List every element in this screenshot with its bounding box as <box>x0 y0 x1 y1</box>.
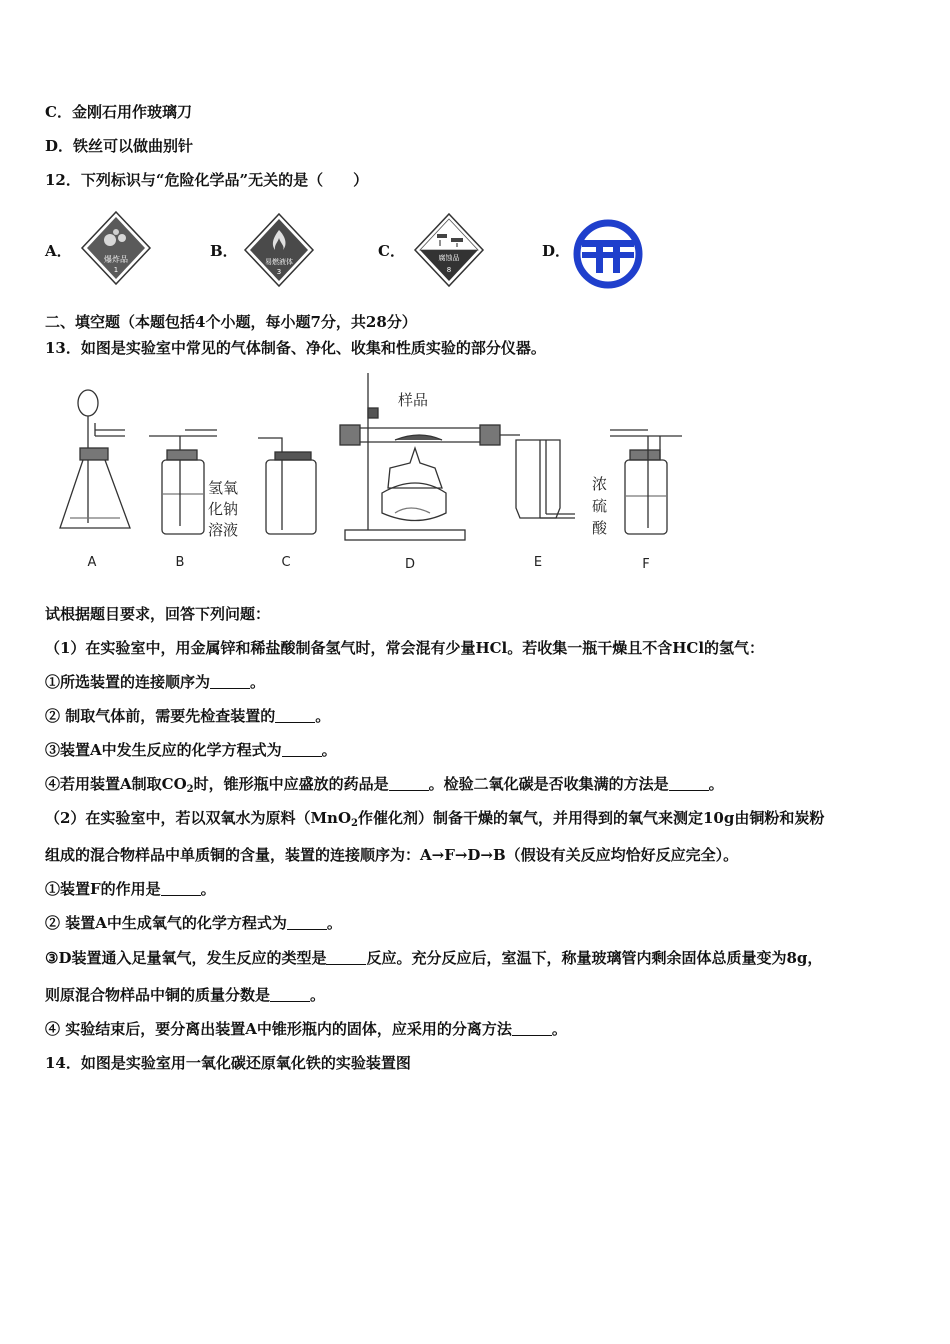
explosive-sign-num: 1 <box>113 266 119 274</box>
apparatus-e-icon <box>516 440 575 518</box>
answer-blank <box>326 950 366 965</box>
corrosive-sign-num: 8 <box>446 266 452 274</box>
section-2-title: 二、填空题（本题包括4个小题，每小题7分，共28分） <box>45 313 417 331</box>
q13-part1-item3 <box>45 740 337 760</box>
answer-blank <box>210 674 250 689</box>
q13-p1-i4c: 。检验二氧化碳是否收集满的方法是 <box>428 775 669 793</box>
f-reagent-2: 硫 <box>592 497 608 515</box>
q12-option-b-label: B． <box>210 242 238 260</box>
q13-p2-stem-a: （2）在实验室中，若以双氧水为原料（MnO <box>45 809 352 827</box>
apparatus-d-icon <box>340 373 520 540</box>
d-sample-label: 样品 <box>398 391 429 409</box>
b-reagent-1: 氢氧 <box>208 479 239 497</box>
q12-option-a-label: A． <box>45 242 72 260</box>
q13-stem: 13．如图是实验室中常见的气体制备、净化、收集和性质实验的部分仪器。 <box>45 339 546 357</box>
q11-option-c: C．金刚石用作玻璃刀 <box>45 103 192 121</box>
answer-blank <box>287 915 327 930</box>
q13-part2-item3 <box>45 948 822 968</box>
q13-p1-i2-end: 。 <box>315 707 331 725</box>
answer-blank <box>669 776 709 791</box>
answer-blank <box>389 776 429 791</box>
blue-circle-logo-icon <box>572 218 644 290</box>
corrosive-sign-text: 腐蚀品 <box>438 254 460 262</box>
b-reagent-2: 化钠 <box>208 500 239 518</box>
f-reagent-1: 浓 <box>592 475 608 493</box>
q13-p1-i3-text: ③装置A中发生反应的化学方程式为 <box>45 741 282 759</box>
q13-part2-stem-line2: 组成的混合物样品中单质铜的含量，装置的连接顺序为：A→F→D→B（假设有关反应均恰好反应完全）。 <box>45 846 739 864</box>
apparatus-c-icon <box>258 438 316 534</box>
apparatus-label-a: A <box>87 555 97 570</box>
answer-blank <box>270 987 310 1002</box>
flammable-liquid-sign-icon <box>243 212 315 288</box>
q13-p2-i3-end: 。 <box>310 986 326 1004</box>
q13-part1-stem: （1）在实验室中，用金属锌和稀盐酸制备氢气时，常会混有少量HCl。若收集一瓶干燥且不含HCl的氢气： <box>45 639 765 657</box>
apparatus-label-d: D <box>404 557 416 572</box>
q13-part2-item1 <box>45 879 216 899</box>
apparatus-label-c: C <box>281 555 291 570</box>
q13-part2-stem <box>45 808 824 834</box>
q13-p2-i4-text: ④ 实验结束后，要分离出装置A中锥形瓶内的固体，应采用的分离方法 <box>45 1020 512 1038</box>
q13-p1-i1-text: ①所选装置的连接顺序为 <box>45 673 211 691</box>
q12-stem: 12．下列标识与“危险化学品”无关的是（ ） <box>45 171 369 189</box>
f-reagent-3: 酸 <box>592 519 608 537</box>
q13-part2-item3-line2 <box>45 985 325 1005</box>
apparatus-a-icon <box>60 390 130 528</box>
apparatus-label-e: E <box>533 555 543 570</box>
q13-part1-item1 <box>45 672 265 692</box>
q14-stem: 14．如图是实验室用一氧化碳还原氧化铁的实验装置图 <box>45 1054 411 1072</box>
apparatus-label-b: B <box>175 555 185 570</box>
q13-p2-stem-sub: 2 <box>351 818 358 829</box>
apparatus-label-f: F <box>642 557 650 572</box>
q13-p2-stem-b: 作催化剂）制备干燥的氧气，并用得到的氧气来测定10g由铜粉和炭粉 <box>357 809 825 827</box>
q13-p2-i1-end: 。 <box>200 880 216 898</box>
q13-intro: 试根据题目要求，回答下列问题： <box>45 605 271 623</box>
q13-p1-i3-end: 。 <box>321 741 337 759</box>
answer-blank <box>275 708 315 723</box>
q13-p2-i4-end: 。 <box>551 1020 567 1038</box>
q13-p2-i2-end: 。 <box>326 914 342 932</box>
q13-part2-item2 <box>45 913 342 933</box>
flammable-sign-text: 易燃液体 <box>265 258 293 266</box>
q13-p1-i4-end: 。 <box>708 775 724 793</box>
q11-option-d: D．铁丝可以做曲别针 <box>45 137 194 155</box>
q13-p1-i4-sub: 2 <box>186 784 194 795</box>
q13-p1-i4b: 时，锥形瓶中应盛放的药品是 <box>193 775 389 793</box>
q13-p2-i3c: 则原混合物样品中铜的质量分数是 <box>45 986 271 1004</box>
apparatus-f-icon <box>610 430 682 534</box>
answer-blank <box>161 881 201 896</box>
q13-p1-i2-text: ② 制取气体前，需要先检查装置的 <box>45 707 276 725</box>
q13-p1-i1-end: 。 <box>250 673 266 691</box>
q13-part2-item4 <box>45 1019 567 1039</box>
q13-part1-item2 <box>45 706 330 726</box>
corrosive-sign-icon <box>413 212 485 288</box>
q13-p1-i4a: ④若用装置A制取CO <box>45 775 187 793</box>
apparatus-b-icon <box>149 430 217 534</box>
b-reagent-3: 溶液 <box>208 521 239 539</box>
q13-part1-item4 <box>45 774 724 800</box>
q13-p2-i2-text: ② 装置A中生成氧气的化学方程式为 <box>45 914 287 932</box>
q13-apparatus-figure <box>50 368 700 578</box>
explosive-hazard-sign-icon <box>80 210 152 286</box>
flammable-sign-num: 3 <box>276 268 282 276</box>
q12-option-c-label: C． <box>378 242 405 260</box>
q12-option-d-label: D． <box>542 242 571 260</box>
answer-blank <box>282 742 322 757</box>
q13-p2-i3a: ③D装置通入足量氧气，发生反应的类型是 <box>45 949 327 967</box>
explosive-sign-text: 爆炸品 <box>104 255 128 264</box>
q13-p2-i3b: 反应。充分反应后，室温下，称量玻璃管内剩余固体总质量变为8g， <box>366 949 823 967</box>
q13-p2-i1-text: ①装置F的作用是 <box>45 880 161 898</box>
answer-blank <box>512 1021 552 1036</box>
